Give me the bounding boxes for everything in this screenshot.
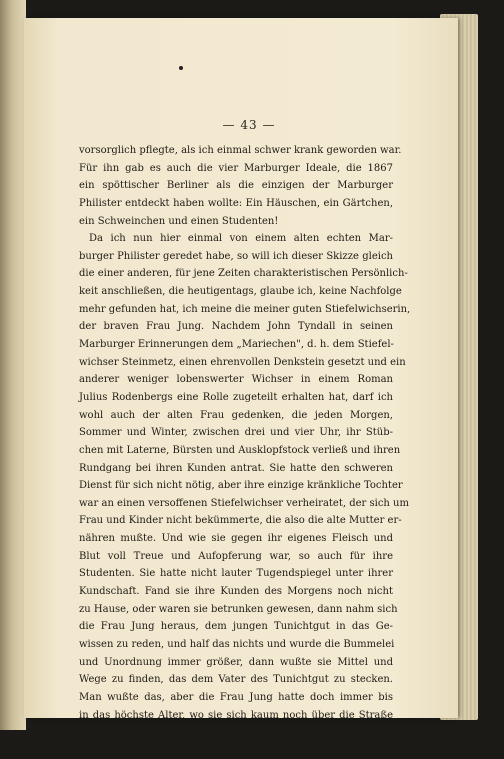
text-line: vorsorglich pflegte, als ich einmal schwer krank geworden war.	[79, 145, 402, 156]
page-number: — 43 —	[222, 118, 276, 132]
text-line: wohl auch der alten Frau gedenken, die jeden Morgen,	[79, 409, 393, 421]
text-line: keit anschließen, die heutigentags, glaube ich, keine Nachfolge	[79, 286, 402, 298]
text-line: Studenten. Sie hatte nicht lauter Tugendspiegel unter ihrer	[79, 568, 393, 580]
previous-page-edge	[0, 0, 26, 730]
text-line: der braven Frau Jung. Nachdem John Tyndall in seinen	[79, 321, 393, 333]
text-line: anderer weniger lobenswerter Wichser in einem Roman	[79, 374, 393, 386]
text-line: ihr für die Strafreden, die sie ihm gehalten, dankbar geblieben.	[79, 744, 402, 756]
text-line: Julius Rodenbergs eine Rolle zugeteilt erhalten hat, darf ich	[79, 391, 393, 403]
text-line: wissen zu reden, und half das nichts und wurde die Bummelei	[79, 638, 395, 650]
text-line: nähren mußte. Und wie sie gegen ihr eigenes Fleisch und	[79, 533, 393, 545]
text-line: ein Schweinchen und einen Studenten!	[79, 215, 279, 227]
text-line: Philister entdeckt haben wollte: Ein Häuschen, ein Gärtchen,	[79, 197, 393, 209]
book-page	[24, 18, 458, 756]
text-line: mehr gefunden hat, ich meine die meiner guten Stiefelwichserin,	[79, 303, 411, 315]
text-line: die Frau Jung heraus, dem jungen Tunichtgut in das Ge-	[79, 621, 393, 633]
text-line: wichser Steinmetz, einen ehrenvollen Denkstein gesetzt und ein	[79, 356, 406, 368]
text-line: Kundschaft. Fand sie ihre Kunden des Morgens noch nicht	[79, 586, 393, 598]
text-line: in das höchste Alter, wo sie sich kaum noch über die Straße	[79, 709, 393, 721]
text-line: die einer anderen, für jene Zeiten charakteristischen Persönlich-	[79, 268, 408, 280]
text-line: Für ihn gab es auch die vier Marburger Ideale, die 1867	[79, 162, 393, 174]
text-line: ein spöttischer Berliner als die einzigen der Marburger	[79, 180, 393, 192]
text-line: schleppen konnte, eine gute Kundschaft, und gar mancher ist	[79, 727, 393, 739]
text-line: Wege zu finden, das dem Vater des Tunichtgut zu stecken.	[79, 674, 393, 686]
body-text	[79, 142, 411, 759]
text-line: chen mit Laterne, Bürsten und Ausklopfstock verließ und ihren	[79, 444, 401, 456]
text-line: burger Philister geredet habe, so will ich dieser Skizze gleich	[79, 250, 393, 262]
ink-speck	[179, 66, 183, 70]
text-line: Dienst für sich nicht nötig, aber ihre einzige kränkliche Tochter	[79, 480, 403, 492]
text-line: Rundgang bei ihren Kunden antrat. Sie hatte den schweren	[79, 462, 393, 474]
text-line: war an einen versoffenen Stiefelwichser verheiratet, der sich um	[79, 497, 409, 509]
text-line: Da ich nun hier einmal von einem alten echten Mar-	[89, 233, 393, 245]
text-line: und Unordnung immer größer, dann wußte sie Mittel und	[79, 656, 393, 668]
text-line: zu Hause, oder waren sie betrunken gewesen, dann nahm sich	[79, 603, 398, 615]
text-line: Sommer und Winter, zwischen drei und vier Uhr, ihr Stüb-	[79, 427, 393, 439]
text-line: Frau und Kinder nicht bekümmerte, die also die alte Mutter er-	[79, 515, 402, 527]
text-line: Marburger Erinnerungen dem „Mariechen", d. h. dem Stiefel-	[79, 339, 394, 351]
text-line: Man wußte das, aber die Frau Jung hatte doch immer bis	[79, 691, 393, 703]
text-line: Blut voll Treue und Aufopferung war, so auch für ihre	[79, 550, 393, 562]
